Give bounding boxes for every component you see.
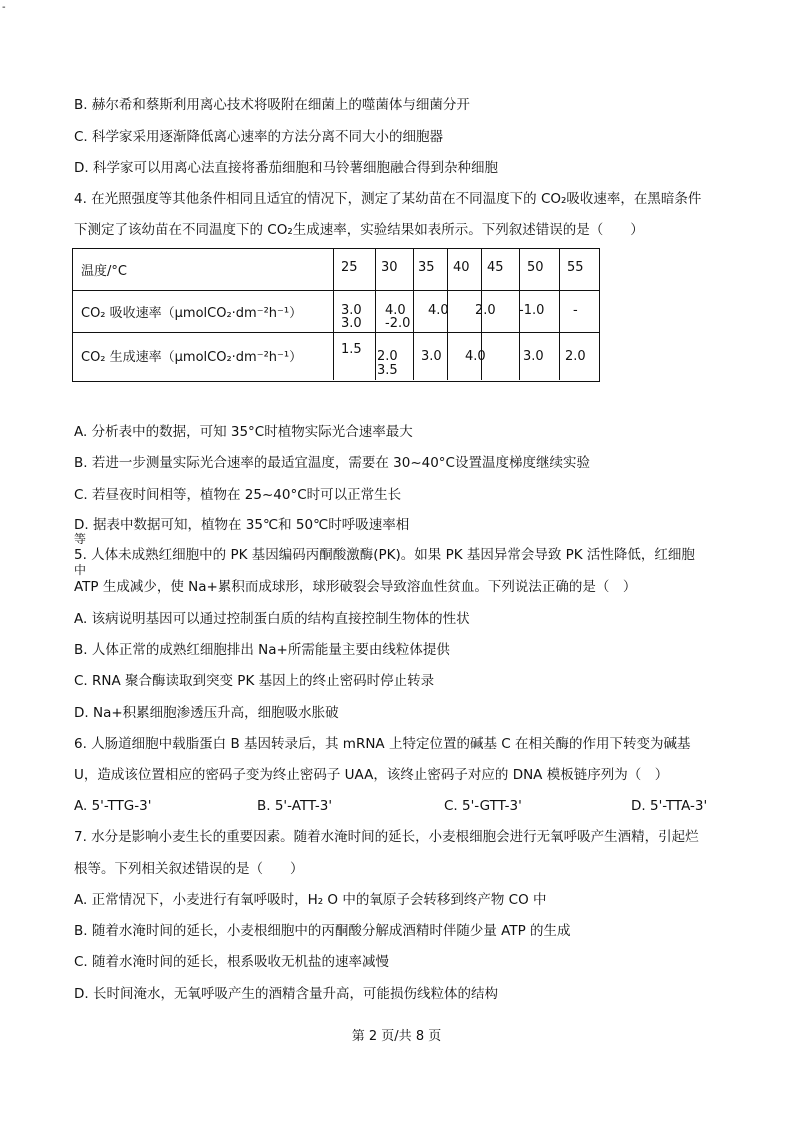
- temp-40: 40: [453, 260, 470, 275]
- q5-stem-line1: 5. 人体未成熟红细胞中的 PK 基因编码丙酮酸激酶(PK)。如果 PK 基因异常会导致 PK 活性降低，红细胞: [74, 547, 695, 563]
- row1-overflow-2: -2.0: [385, 316, 411, 331]
- q4-option-b: B. 若进一步测量实际光合速率的最适宜温度，需要在 30~40°C设置温度梯度继续实验: [74, 455, 590, 471]
- q7-option-d: D. 长时间淹水，无氧呼吸产生的酒精含量升高，可能损伤线粒体的结构: [74, 986, 498, 1002]
- table-row-production: [73, 332, 599, 380]
- q5-stem-wrap: 中: [74, 563, 87, 577]
- row2-value-4: 4.0: [465, 349, 486, 364]
- temp-35: 35: [418, 260, 435, 275]
- q4-stem-line1: 4. 在光照强度等其他条件相同且适宜的情况下，测定了某幼苗在不同温度下的 CO₂吸收速率，在黑暗条件: [74, 191, 702, 207]
- temp-25: 25: [341, 260, 358, 275]
- q5-stem-line2: ATP 生成减少，使 Na+累积而成球形，球形破裂会导致溶血性贫血。下列说法正确的是（ ）: [74, 579, 637, 595]
- row1-value-2: 4.0: [385, 303, 406, 318]
- table-header-label: 温度/°C: [81, 264, 127, 279]
- table-row-absorption: [73, 290, 599, 333]
- q7-stem-line1: 7. 水分是影响小麦生长的重要因素。随着水淹时间的延长，小麦根细胞会进行无氧呼吸产生酒精，引起烂: [74, 829, 699, 845]
- q5-option-d: D. Na+积累细胞渗透压升高，细胞吸水胀破: [74, 705, 339, 721]
- corner-mark: -: [2, 2, 6, 13]
- row1-label: CO₂ 吸收速率（μmolCO₂·dm⁻²h⁻¹）: [81, 306, 303, 321]
- q3-option-d: D. 科学家可以用离心法直接将番茄细胞和马铃薯细胞融合得到杂种细胞: [74, 160, 498, 176]
- row1-value-6: -: [573, 303, 578, 318]
- row1-value-5: -1.0: [519, 303, 545, 318]
- row2-value-2: 2.0: [377, 349, 398, 364]
- q7-stem-line2: 根等。下列相关叙述错误的是（ ）: [74, 861, 304, 877]
- data-table: [72, 248, 600, 382]
- temp-30: 30: [381, 260, 398, 275]
- row1-value-4: 2.0: [475, 303, 496, 318]
- table-header-row: [73, 249, 599, 291]
- q4-stem-line2: 下测定了该幼苗在不同温度下的 CO₂生成速率，实验结果如表所示。下列叙述错误的是（ ）: [74, 222, 644, 238]
- row1-overflow-1: 3.0: [341, 316, 362, 331]
- q7-option-b: B. 随着水淹时间的延长，小麦根细胞中的丙酮酸分解成酒精时伴随少量 ATP 的生成: [74, 923, 571, 939]
- q6-option-a: A. 5'-TTG-3': [74, 798, 152, 814]
- q5-option-a: A. 该病说明基因可以通过控制蛋白质的结构直接控制生物体的性状: [74, 611, 470, 627]
- row2-value-5: 3.0: [523, 349, 544, 364]
- temp-55: 55: [567, 260, 584, 275]
- page-footer: 第 2 页/共 8 页: [351, 1029, 442, 1044]
- q6-option-c: C. 5'-GTT-3': [444, 798, 522, 814]
- q6-option-d: D. 5'-TTA-3': [631, 798, 708, 814]
- q4-option-a: A. 分析表中的数据，可知 35°C时植物实际光合速率最大: [74, 424, 413, 440]
- row2-overflow: 3.5: [377, 363, 398, 378]
- q5-option-c: C. RNA 聚合酶读取到突变 PK 基因上的终止密码时停止转录: [74, 673, 435, 689]
- q6-option-b: B. 5'-ATT-3': [257, 798, 333, 814]
- q4-option-c: C. 若昼夜时间相等，植物在 25~40°C时可以正常生长: [74, 487, 402, 503]
- q6-stem-line1: 6. 人肠道细胞中载脂蛋白 B 基因转录后，其 mRNA 上特定位置的碱基 C 在相关酶的作用下转变为碱基: [74, 736, 691, 752]
- row1-value-1: 3.0: [341, 303, 362, 318]
- row2-value-3: 3.0: [421, 349, 442, 364]
- q7-option-a: A. 正常情况下，小麦进行有氧呼吸时，H₂ O 中的氧原子会转移到终产物 CO 中: [74, 892, 547, 908]
- row2-label: CO₂ 生成速率（μmolCO₂·dm⁻²h⁻¹）: [81, 350, 303, 365]
- q3-option-b: B. 赫尔希和蔡斯利用离心技术将吸附在细菌上的噬菌体与细菌分开: [74, 97, 470, 113]
- temp-50: 50: [527, 260, 544, 275]
- q6-stem-line2: U，造成该位置相应的密码子变为终止密码子 UAA，该终止密码子对应的 DNA 模板链序列为（ ）: [74, 767, 669, 783]
- q7-option-c: C. 随着水淹时间的延长，根系吸收无机盐的速率减慢: [74, 954, 390, 970]
- row1-value-3: 4.0: [428, 303, 449, 318]
- q4-option-d-line2: 等: [74, 532, 87, 546]
- q5-option-b: B. 人体正常的成熟红细胞排出 Na+所需能量主要由线粒体提供: [74, 642, 450, 658]
- q4-option-d-line1: D. 据表中数据可知，植物在 35℃和 50℃时呼吸速率相: [74, 517, 410, 533]
- q3-option-c: C. 科学家采用逐渐降低离心速率的方法分离不同大小的细胞器: [74, 129, 444, 145]
- row2-value-6: 2.0: [565, 349, 586, 364]
- temp-45: 45: [487, 260, 504, 275]
- row2-value-1: 1.5: [341, 342, 362, 357]
